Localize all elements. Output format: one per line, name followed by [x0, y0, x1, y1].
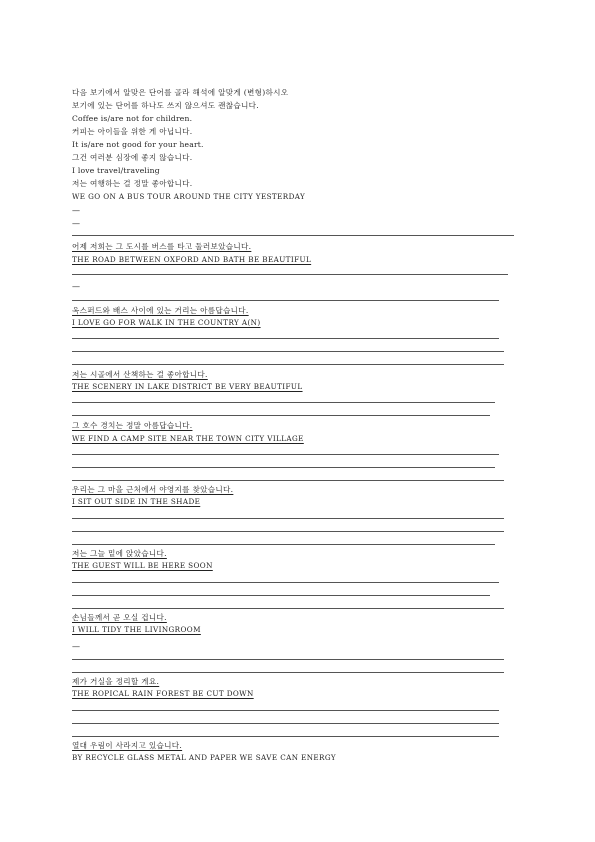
exercise-9-prompt: THE ROPICAL RAIN FOREST BE CUT DOWN — [72, 689, 254, 698]
example-3-english: I love travel/traveling — [72, 166, 160, 175]
exercise-7-answer-line-1[interactable] — [72, 582, 499, 583]
exercise-4-answer-line-2[interactable] — [72, 415, 490, 416]
exercise-9-answer-line-1[interactable] — [72, 710, 499, 711]
exercise-3-answer-line-1[interactable] — [72, 338, 499, 339]
exercise-8-answer-line-1[interactable] — [72, 659, 504, 660]
exercise-4-prompt: THE SCENERY IN LAKE DISTRICT BE VERY BEAUTIFUL — [72, 382, 303, 391]
exercise-2-answer-line-1[interactable] — [72, 274, 508, 275]
exercise-7-answer-line-2[interactable] — [72, 595, 490, 596]
example-1-english: Coffee is/are not for children. — [72, 114, 193, 123]
exercise-8-translation: 제가 거실을 정리할 게요. — [72, 677, 160, 686]
exercise-6-answer-line-2[interactable] — [72, 531, 504, 532]
exercise-3-prompt: I LOVE GO FOR WALK IN THE COUNTRY A(N) — [72, 318, 261, 327]
exercise-4-answer-line-1[interactable] — [72, 402, 495, 403]
exercise-8-dash: — — [72, 642, 80, 651]
exercise-2-dash: — — [72, 282, 80, 291]
exercise-7-answer-line-3[interactable] — [72, 608, 504, 609]
exercise-1-prompt: WE GO ON A BUS TOUR AROUND THE CITY YESTERDAY — [72, 192, 306, 201]
exercise-5-answer-line-3[interactable] — [72, 480, 504, 481]
exercise-1-translation: 어제 저희는 그 도시를 버스를 타고 둘러보았습니다. — [72, 242, 252, 251]
example-1-korean: 커피는 아이들을 위한 게 아닙니다. — [72, 127, 193, 136]
exercise-1-dash-2: — — [72, 219, 80, 228]
exercise-3-answer-line-2[interactable] — [72, 351, 504, 352]
exercise-5-prompt: WE FIND A CAMP SITE NEAR THE TOWN CITY VILLAGE — [72, 434, 304, 443]
exercise-1-answer-line[interactable] — [72, 235, 514, 236]
exercise-3-answer-line-3[interactable] — [72, 364, 504, 365]
exercise-6-translation: 저는 그늘 밑에 앉았습니다. — [72, 549, 167, 558]
example-3-korean: 저는 여행하는 걸 정말 좋아합니다. — [72, 179, 193, 188]
exercise-2-prompt: THE ROAD BETWEEN OXFORD AND BATH BE BEAUTIFUL — [72, 255, 312, 264]
example-2-korean: 그건 여러분 심장에 좋지 않습니다. — [72, 153, 193, 162]
exercise-9-answer-line-3[interactable] — [72, 736, 499, 737]
exercise-2-answer-line-2[interactable] — [72, 300, 499, 301]
exercise-6-prompt: I SIT OUT SIDE IN THE SHADE — [72, 497, 201, 506]
exercise-8-prompt: I WILL TIDY THE LIVINGROOM — [72, 625, 201, 634]
exercise-5-answer-line-1[interactable] — [72, 454, 499, 455]
exercise-5-translation: 우리는 그 마을 근처에서 야영지를 찾았습니다. — [72, 485, 234, 494]
instruction-line-2: 보기에 있는 단어를 하나도 쓰지 않으셔도 괜찮습니다. — [72, 101, 259, 110]
exercise-2-translation: 옥스퍼드와 배스 사이에 있는 거리는 아름답습니다. — [72, 306, 249, 315]
exercise-6-answer-line-3[interactable] — [72, 544, 495, 545]
instruction-line-1: 다음 보기에서 알맞은 단어를 골라 해석에 알맞게 (변형)하시오 — [72, 88, 289, 97]
exercise-7-prompt: THE GUEST WILL BE HERE SOON — [72, 561, 213, 570]
exercise-6-answer-line-1[interactable] — [72, 518, 504, 519]
exercise-7-translation: 손님들께서 곧 오실 겁니다. — [72, 613, 167, 622]
exercise-5-answer-line-2[interactable] — [72, 467, 495, 468]
exercise-8-answer-line-2[interactable] — [72, 672, 504, 673]
exercise-4-translation: 그 호수 경치는 정말 아름답습니다. — [72, 421, 193, 430]
exercise-9-translation: 열대 우림이 사라지고 있습니다. — [72, 741, 183, 750]
example-2-english: It is/are not good for your heart. — [72, 140, 204, 149]
exercise-3-translation: 저는 시골에서 산책하는 걸 좋아합니다. — [72, 370, 208, 379]
exercise-1-dash-1: — — [72, 206, 80, 215]
exercise-10-prompt: BY RECYCLE GLASS METAL AND PAPER WE SAVE CAN ENERGY — [72, 753, 337, 762]
exercise-9-answer-line-2[interactable] — [72, 723, 499, 724]
